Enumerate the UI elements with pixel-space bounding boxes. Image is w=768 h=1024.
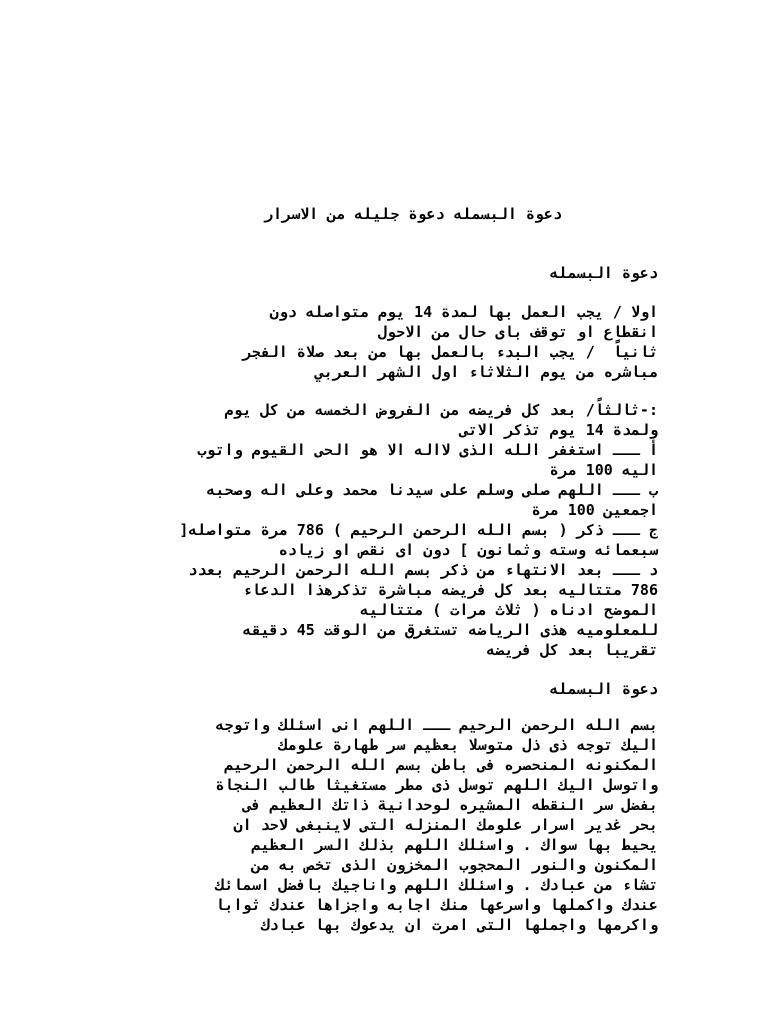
paragraph-line: للمعلوميه هذى الرياضه تستغرق من الوقت 45 دقيقه: [242, 621, 658, 639]
paragraph-line: ج ـــ ذكر ( بسم الله الرحمن الرحيم ) 786 مرة متواصله[: [179, 521, 658, 539]
paragraph-line: اجمعين 100 مرة: [531, 501, 658, 519]
paragraph-line: أ ـــ استغفر الله الذى لااله الا هو الحى القيوم واتوب: [197, 441, 658, 459]
paragraph-line: اليك توجه ذى ذل متوسلا بعظيم سر طهارة علومك: [278, 736, 658, 754]
paragraph-line: تشاء من عبادك . واسئلك اللهم واناجيك بافضل اسمائك: [215, 876, 658, 894]
paragraph-line: 786 متتاليه بعد كل فريضه مباشرة تذكرهذا الدعاء: [242, 581, 658, 599]
document-title: دعوة البسمله دعوة جليله من الاسرار: [263, 205, 562, 223]
paragraph-line: ثانياً / يجب البدء بالعمل بها من بعد صلاة الفجر: [242, 343, 658, 361]
paragraph-line: بسم الله الرحمن الرحيم ـــ اللهم انى اسئلك واتوجه: [215, 716, 658, 734]
paragraph-line: ب ـــ اللهم صلى وسلم على سيدنا محمد وعلى اله وصحبه: [206, 481, 658, 499]
paragraph-line: تقريبا بعد كل فريضه: [486, 641, 658, 659]
paragraph-line: واتوسل اليك اللهم توسل ذى مطر مستغيثا طالب النجاة: [215, 776, 658, 794]
section-heading-2: دعوة البسمله: [549, 680, 658, 698]
paragraph-line: اولا / يجب العمل بها لمدة 14 يوم متواصله دون: [269, 303, 658, 321]
paragraph-line: بحر غدير اسرار علومك المنزله التى لاينبغى لاحد ان: [233, 816, 658, 834]
paragraph-line: المكنون والنور المحجوب المخزون الذى تخص به من: [251, 856, 658, 874]
paragraph-line: سبعمائه وسته وثمانون ] دون اى نقص او زياده: [278, 541, 658, 559]
paragraph-line: مباشره من يوم الثلاثاء اول الشهر العربي: [314, 363, 658, 381]
paragraph-line: اليه 100 مرة: [549, 461, 658, 479]
paragraph-line: ولمدة 14 يوم تذكر الاتى: [459, 421, 658, 439]
paragraph-line: بفضل سر النقطه المشيره لوحدانية ذاتك العظيم فى: [242, 796, 658, 814]
paragraph-line: :-ثالثاً/ بعد كل فريضه من الفروض الخمسه من كل يوم: [224, 401, 658, 419]
paragraph-line: انقطاع او توقف باى حال من الاحول: [378, 323, 658, 341]
paragraph-line: واكرمها واجملها التى امرت ان يدعوك بها عبادك: [260, 916, 658, 934]
paragraph-line: المكنونه المنحصره فى باطن بسم الله الرحمن الرحيم: [224, 756, 658, 774]
paragraph-line: يحيط بها سواك . واسئلك اللهم بذلك السر العظيم: [251, 836, 658, 854]
section-heading-1: دعوة البسمله: [549, 264, 658, 282]
paragraph-line: د ـــ بعد الانتهاء من ذكر بسم الله الرحمن الرحيم بعدد: [188, 561, 658, 579]
paragraph-line: عندك واكملها واسرعها منك اجابه واجزاها عندك ثوابا: [215, 896, 658, 914]
paragraph-line: الموضح ادناه ( ثلاث مرات ) متتاليه: [359, 601, 658, 619]
